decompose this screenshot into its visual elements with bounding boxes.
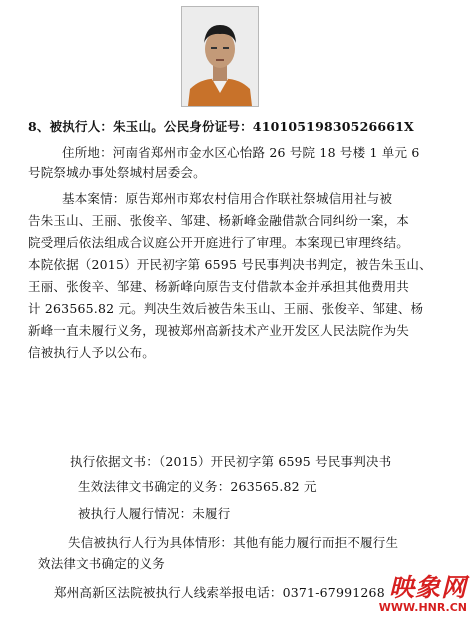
judgment-basis: 执行依据文书：（2015）开民初字第 6595 号民事判决书 — [70, 454, 392, 469]
dishonesty-circumstance-2: 效法律文书确定的义务 — [38, 556, 166, 571]
case-line-3: 院受理后依法组成合议庭公开开庭进行了审理。本案现已审理终结。 — [28, 235, 410, 250]
watermark — [379, 574, 467, 614]
watermark-url: WWW.HNR.CN — [378, 601, 467, 614]
report-hotline: 郑州高新区法院被执行人线索举报电话：0371-67991268 — [54, 585, 385, 600]
case-line-2: 告朱玉山、王丽、张俊辛、邹建、杨新峰金融借款合同纠纷一案，本 — [28, 213, 410, 228]
case-line-8: 信被执行人予以公布。 — [28, 345, 156, 360]
dishonesty-circumstance-1: 失信被执行人行为具体情形：其他有能力履行而拒不履行生 — [68, 535, 399, 550]
case-line-7: 新峰一直未履行义务，现被郑州高新技术产业开发区人民法院作为失 — [28, 323, 410, 338]
person-id-line: 8、被执行人：朱玉山。公民身份证号：41010519830526661X — [28, 119, 414, 134]
case-line-4: 本院依据（2015）开民初字第 6595 号民事判决书判定，被告朱玉山、 — [28, 257, 432, 272]
legal-obligation: 生效法律文书确定的义务：263565.82 元 — [78, 479, 317, 494]
watermark-logo: 映象网 — [388, 573, 467, 602]
address-line-2: 号院祭城办事处祭城村居委会。 — [28, 165, 206, 180]
address-line-1: 住所地：河南省郑州市金水区心怡路 26 号院 18 号楼 1 单元 6 — [62, 145, 420, 160]
case-line-1: 基本案情：原告郑州市郑农村信用合作联社祭城信用社与被 — [62, 191, 393, 206]
performance-status: 被执行人履行情况：未履行 — [78, 506, 231, 521]
case-line-5: 王丽、张俊辛、邹建、杨新峰向原告支付借款本金并承担其他费用共 — [28, 279, 410, 294]
case-line-6: 计 263565.82 元。判决生效后被告朱玉山、王丽、张俊辛、邹建、杨 — [28, 301, 424, 316]
person-photo — [181, 6, 259, 107]
